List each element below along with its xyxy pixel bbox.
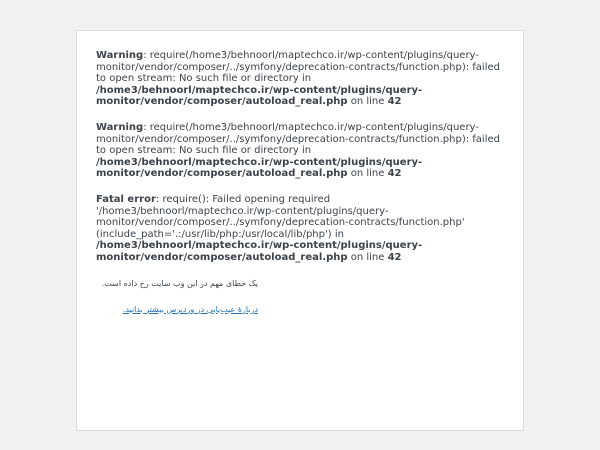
debugging-help-link[interactable]: دربارهٔ عیب‌یابی در وردپرس بیشتر بدانید. (122, 304, 258, 314)
error-message-1 (96, 50, 504, 108)
error-message-3 (96, 194, 504, 263)
error-line-number: 42 (387, 96, 402, 107)
error-file-path: /home3/behnoorl/maptechco.ir/wp-content/plugins/query-monitor/vendor/composer/autoload_real.php (96, 240, 423, 263)
error-text: : require(): Failed opening required '/home3/behnoorl/maptechco.ir/wp-content/plugins/query-monitor/vendor/composer/../symfony/deprecation-contracts/function.php' (include_path='.:/usr/lib/php:/usr/local/lib/php') in (96, 194, 465, 240)
error-file-path: /home3/behnoorl/maptechco.ir/wp-content/plugins/query-monitor/vendor/composer/autoload_real.php (96, 84, 423, 107)
learn-more-line (96, 304, 258, 315)
error-line-number: 42 (387, 251, 402, 263)
error-level: Fatal error (96, 194, 156, 205)
on-line-label: on line (347, 96, 388, 107)
error-file-path: /home3/behnoorl/maptechco.ir/wp-content/plugins/query-monitor/vendor/composer/autoload_real.php (96, 156, 423, 179)
error-level: Warning (96, 50, 144, 61)
critical-error-notice: یک خطای مهم در این وب سایت رخ داده است. (101, 278, 258, 288)
error-level: Warning (96, 122, 144, 133)
on-line-label: on line (347, 251, 388, 263)
error-line-number: 42 (387, 168, 402, 179)
error-text: : require(/home3/behnoorl/maptechco.ir/wp-content/plugins/query-monitor/vendor/composer/../symfony/deprecation-contracts/function.php): failed to open stream: No such file or directory in (96, 50, 500, 84)
error-text: : require(/home3/behnoorl/maptechco.ir/wp-content/plugins/query-monitor/vendor/composer/../symfony/deprecation-contracts/function.php): failed to open stream: No such file or directory in (96, 122, 500, 156)
error-message-2 (96, 122, 504, 180)
error-card (76, 30, 524, 431)
on-line-label: on line (347, 168, 388, 179)
